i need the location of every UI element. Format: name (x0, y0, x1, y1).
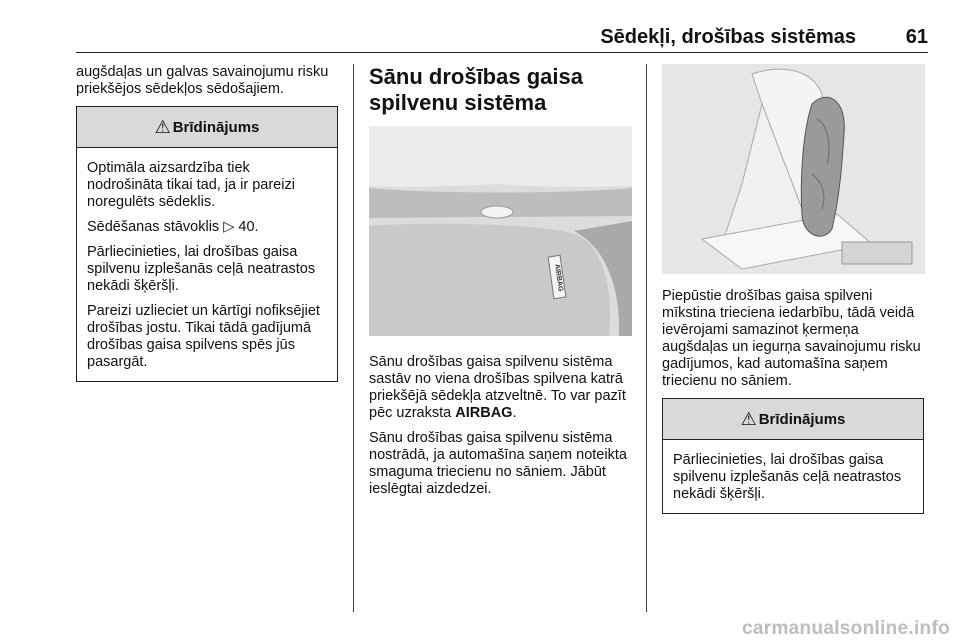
warning-box (76, 106, 338, 382)
column-divider (353, 64, 354, 612)
warning-box (662, 398, 924, 514)
body-paragraph (369, 354, 633, 422)
body-text: . (512, 405, 517, 421)
warning-triangle-icon: ⚠ (154, 117, 171, 137)
warning-paragraph: Pareizi uzlieciet un kārtīgi nofiksējiet drošības jostu. Tikai tādā gadījumā drošības gaisa spilvens spēs jūs pasargāt. (87, 303, 320, 370)
page-ref-arrow-icon: ▷ (223, 219, 235, 235)
page-header (76, 24, 928, 53)
warning-body (663, 440, 923, 513)
section-title (369, 64, 633, 116)
intro-paragraph: augšdaļas un galvas savainojumu risku priekšējos sēdekļos sēdošajiem. (76, 64, 329, 97)
warning-paragraph: Optimāla aizsardzība tiek nodrošināta tikai tad, ja ir pareizi noregulēts sēdeklis. (87, 160, 295, 210)
cross-reference-text: Sēdēšanas stāvoklis (87, 219, 220, 235)
warning-paragraph: Pārliecinieties, lai drošības gaisa spilvenu izplešanās ceļā neatrastos nekādi šķēršļi. (673, 452, 902, 502)
airbag-keyword: AIRBAG (455, 405, 513, 421)
column-divider (646, 64, 647, 612)
airbag-label-text: AIRBAG (553, 263, 564, 292)
body-paragraph: Piepūstie drošības gaisa spilveni mīkstina trieciena iedarbību, tādā veidā ievērojami samazinot ķermeņa augšdaļas un iegurņa savainojumu risku gadījumos, kad automašīna saņem triecienu no sāniem. (662, 288, 921, 389)
column-middle (369, 64, 633, 506)
warning-header (77, 107, 337, 148)
section-title-line: Sānu drošības gaisa (369, 64, 583, 89)
body-text: Sānu drošības gaisa spilvenu sistēma sastāv no viena drošības spilvena katrā priekšējā sēdekļa atzveltnē. To var pazīt pēc uzraksta (369, 354, 626, 421)
warning-header (663, 399, 923, 440)
cross-reference-page[interactable]: 40. (238, 219, 259, 235)
column-right (662, 64, 924, 514)
warning-title: Brīdinājums (172, 118, 260, 136)
warning-triangle-icon: ⚠ (740, 409, 757, 429)
page-title: Sēdekļi, drošības sistēmas (600, 26, 856, 48)
warning-paragraph: Pārliecinieties, lai drošības gaisa spilvenu izplešanās ceļā neatrastos nekādi šķēršļi. (87, 244, 316, 294)
page-number: 61 (905, 26, 928, 48)
warning-body (77, 148, 337, 381)
section-title-line: spilvenu sistēma (369, 90, 547, 115)
body-paragraph: Sānu drošības gaisa spilvenu sistēma nostrādā, ja automašīna saņem noteikta smaguma triecienu no sāniem. Jābūt ieslēgtai aizdedzei. (369, 430, 627, 497)
seat-airbag-label-illustration (369, 126, 632, 336)
column-left (76, 64, 338, 382)
deployed-side-airbag-illustration (662, 64, 925, 274)
watermark: carmanualsonline.info (742, 618, 950, 639)
warning-paragraph (87, 219, 327, 236)
warning-title: Brīdinājums (758, 410, 846, 428)
